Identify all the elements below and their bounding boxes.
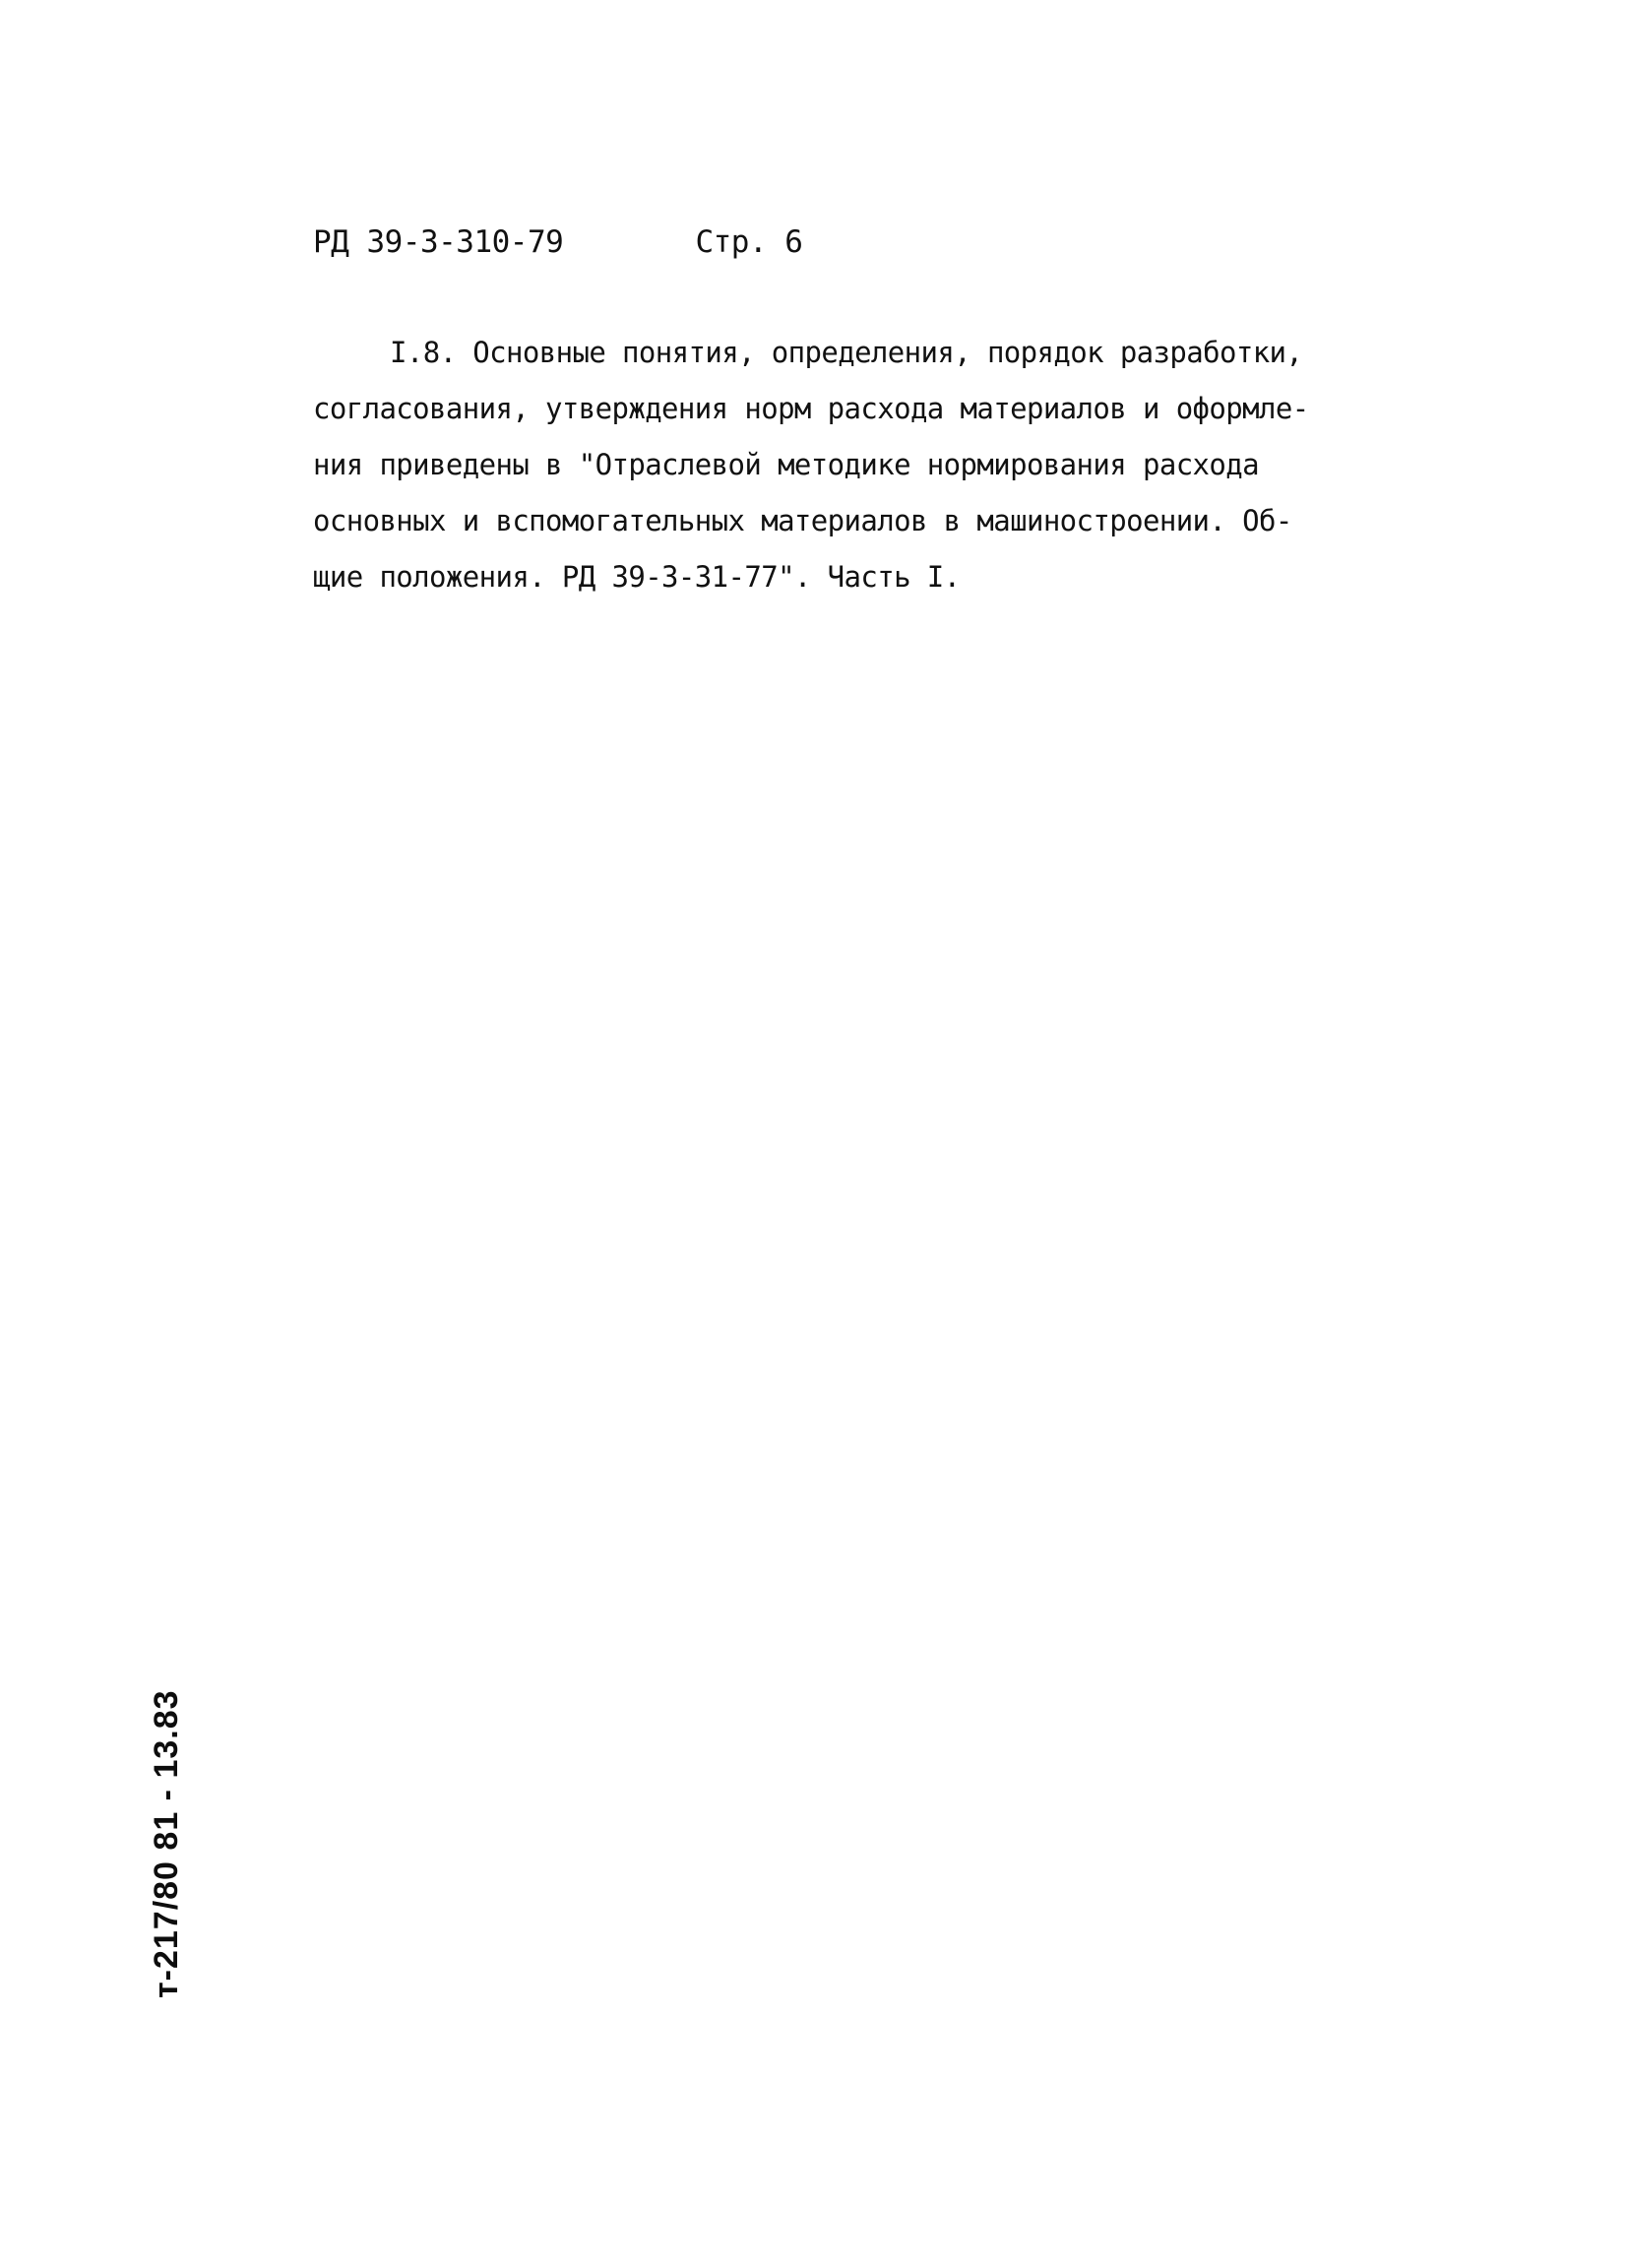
page-number: Стр. 6: [695, 224, 803, 260]
paragraph-line: ния приведены в "Отраслевой методике нормирования расхода: [313, 448, 1259, 481]
paragraph-line: I.8. Основные понятия, определения, порядок разработки,: [390, 336, 1303, 369]
paragraph-line: основных и вспомогательных материалов в машиностроении. Об-: [313, 504, 1292, 537]
page-header: [313, 224, 802, 260]
stamp-text: т-217/80 81 - 13.83: [148, 1689, 185, 1998]
paragraph-line: щие положения. РД 39-3-31-77". Часть I.: [313, 560, 961, 594]
document-code: РД 39-3-310-79: [313, 224, 564, 260]
paragraph-line: согласования, утверждения норм расхода материалов и оформле-: [313, 392, 1309, 425]
paragraph-1-8: [313, 325, 1356, 605]
